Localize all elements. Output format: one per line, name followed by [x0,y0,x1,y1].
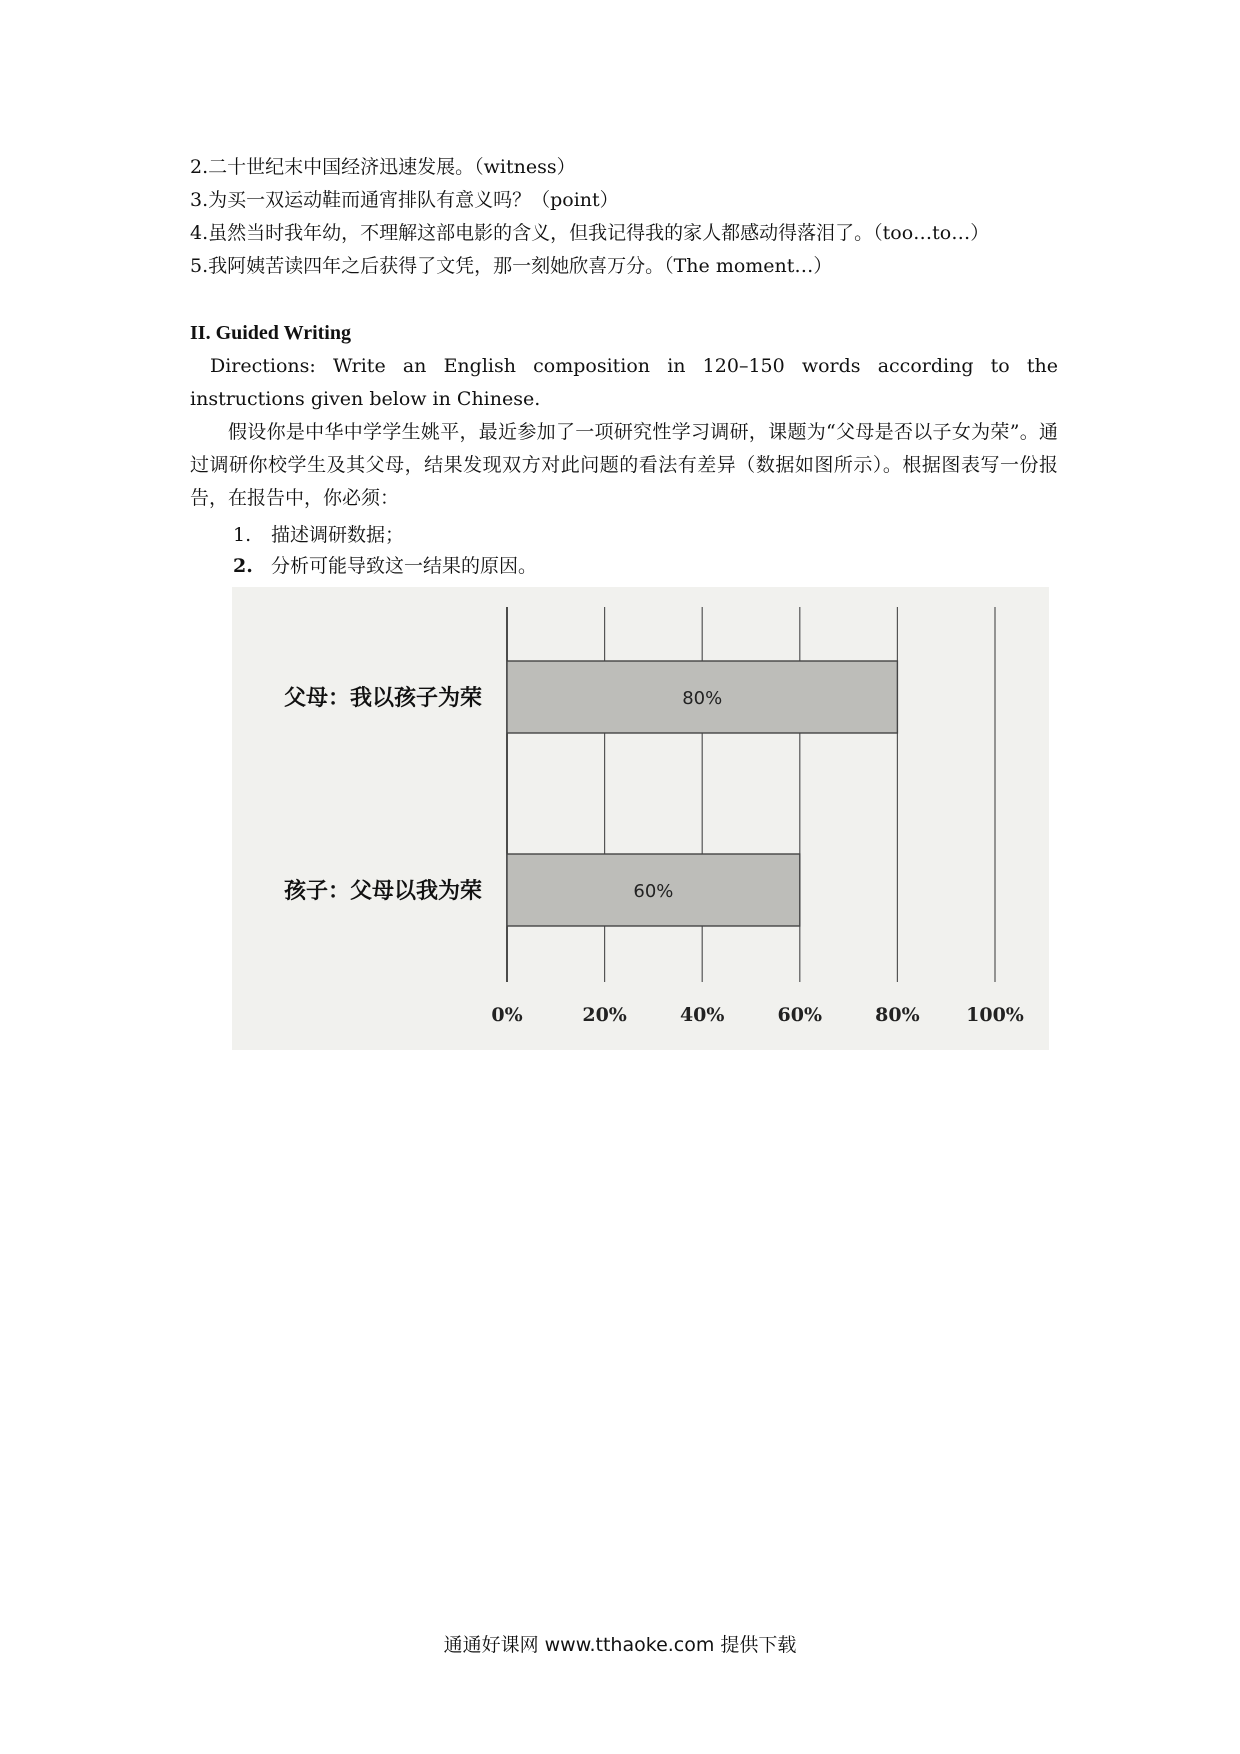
writing-prompt: 假设你是中华中学学生姚平，最近参加了一项研究性学习调研，课题为“父母是否以子女为荣”。通过调研你校学生及其父母，结果发现双方对此问题的看法有差异（数据如图所示）。根据图表写一份报告，在报告中，你必须： [190,421,1058,509]
directions-text: Directions: Write an English composition in 120–150 words according to the instructions given below in Chinese. [190,355,1058,410]
x-tick-label: 0% [491,1004,523,1026]
category-label: 父母：我以孩子为荣 [283,685,482,711]
requirement-text: 描述调研数据； [271,524,405,546]
x-tick-label: 60% [777,1004,823,1026]
x-tick-label: 100% [966,1004,1024,1026]
translation-item-3: 3.为买一双运动鞋而通宵排队有意义吗？（point） [190,189,619,211]
requirement-number: 1. [233,524,252,546]
requirement-1 [233,521,404,549]
x-tick-label: 20% [582,1004,627,1026]
section-heading: II. Guided Writing [190,322,351,344]
translation-item-5: 5.我阿姨苦读四年之后获得了文凭，那一刻她欣喜万分。（The moment…） [190,255,833,277]
requirement-number: 2. [233,555,253,577]
page-footer: 通通好课网 www.tthaoke.com 提供下载 [443,1634,797,1656]
translation-item-4: 4.虽然当时我年幼，不理解这部电影的含义，但我记得我的家人都感动得落泪了。（too…to…） [190,222,990,244]
translation-item-2: 2.二十世纪末中国经济迅速发展。（witness） [190,156,576,178]
requirement-2 [233,552,537,580]
bar-value-label: 60% [633,881,674,902]
x-tick-label: 80% [875,1004,920,1026]
category-label: 孩子：父母以我为荣 [283,878,482,904]
requirement-text: 分析可能导致这一结果的原因。 [271,555,538,577]
bar-chart [232,587,1049,1050]
x-tick-label: 40% [679,1004,725,1026]
bar-value-label: 80% [682,688,723,709]
chart-background [232,587,1049,1050]
chart-svg [232,587,1049,1050]
